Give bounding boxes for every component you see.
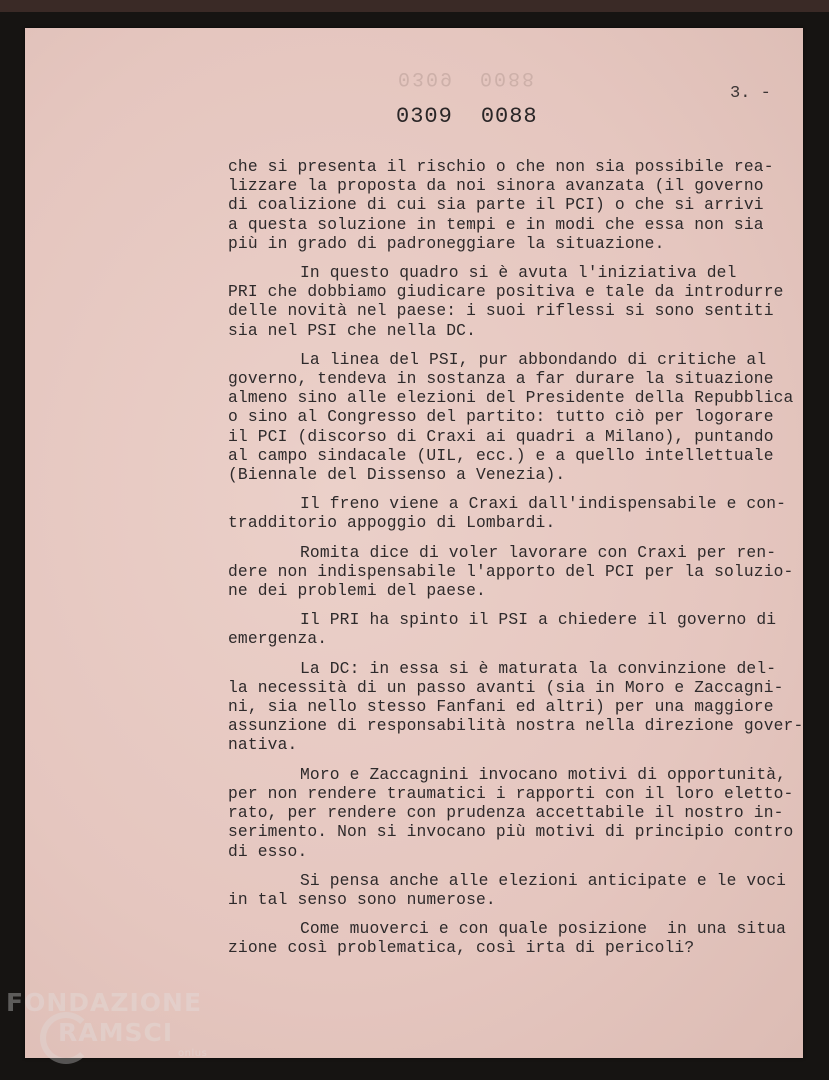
paragraph — [228, 919, 788, 957]
text-line: ne dei problemi del paese. — [228, 581, 486, 601]
archive-number-stamp — [396, 104, 538, 129]
ghost-stamp-part-2: 0088 — [480, 66, 537, 89]
text-line: Il PRI ha spinto il PSI a chiedere il governo di — [300, 610, 777, 630]
text-line: Moro e Zaccagnini invocano motivi di opportunità, — [300, 764, 787, 784]
watermark-g-logo-icon — [40, 1012, 92, 1064]
text-line: di esso. — [228, 841, 308, 861]
text-line: In questo quadro si è avuta l'iniziativa del — [300, 263, 737, 283]
paragraph — [228, 542, 794, 601]
text-line: tradditorio appoggio di Lombardi. — [228, 513, 556, 533]
text-line: Si pensa anche alle elezioni anticipate e le voci — [300, 870, 787, 890]
show-through-stamp — [398, 66, 562, 89]
text-line: serimento. Non si invocano più motivi di principio contro — [228, 822, 794, 842]
text-line: dere non indispensabile l'apporto del PCI per la soluzio- — [228, 561, 794, 581]
text-line: per non rendere traumatici i rapporti con il loro eletto- — [228, 783, 794, 803]
text-line: ni, sia nello stesso Fanfani ed altri) per una maggiore — [228, 697, 774, 717]
text-line: delle novità nel paese: i suoi riflessi si sono sentiti — [228, 301, 774, 321]
watermark-line-1: FONDAZIONE — [6, 988, 203, 1017]
text-line: La DC: in essa si è maturata la convinzione del- — [300, 658, 777, 678]
archive-number-part-2: 0088 — [480, 104, 538, 129]
text-line: a questa soluzione in tempi e in modi che essa non sia — [228, 214, 764, 234]
text-line: emergenza. — [228, 629, 328, 649]
text-line: il PCI (discorso di Craxi ai quadri a Milano), puntando — [228, 426, 774, 446]
typed-body-text — [228, 157, 804, 968]
paragraph — [228, 658, 804, 755]
paragraph — [228, 494, 788, 532]
text-line: sia nel PSI che nella DC. — [228, 320, 477, 340]
text-line: nativa. — [228, 735, 298, 755]
text-line: di coalizione di cui sia parte il PCI) o che si arrivi — [228, 195, 764, 215]
paragraph — [228, 349, 794, 485]
paragraph — [228, 157, 788, 253]
text-line: governo, tendeva in sostanza a far durare la situazione — [228, 369, 774, 389]
text-line: zione così problematica, così irta di pericoli? — [228, 938, 695, 958]
text-line: PRI che dobbiamo giudicare positiva e tale da introdurre — [228, 282, 784, 302]
ghost-stamp-part-1: 0309 — [398, 66, 455, 89]
text-line: (Biennale del Dissenso a Venezia). — [228, 465, 566, 485]
paragraph — [228, 263, 788, 340]
paragraph — [228, 610, 788, 648]
text-line: rato, per rendere con prudenza accettabile il nostro in- — [228, 803, 784, 823]
text-line: al campo sindacale (UIL, ecc.) e a quello intellettuale — [228, 445, 774, 465]
text-line: la necessità di un passo avanti (sia in Moro e Zaccagni- — [228, 677, 784, 697]
archive-number-part-1: 0309 — [396, 104, 453, 129]
text-line: almeno sino alle elezioni del Presidente della Repubblica — [228, 388, 794, 408]
text-line: lizzare la proposta da noi sinora avanzata (il governo — [228, 176, 764, 196]
text-line: Romita dice di voler lavorare con Craxi per ren- — [300, 542, 777, 562]
text-line: La linea del PSI, pur abbondando di critiche al — [300, 349, 767, 369]
paragraph — [228, 871, 788, 909]
paragraph — [228, 764, 794, 861]
text-line: in tal senso sono numerose. — [228, 889, 496, 909]
text-line: assunzione di responsabilità nostra nella direzione gover- — [228, 716, 804, 736]
text-line: che si presenta il rischio o che non sia possibile rea- — [228, 157, 774, 176]
watermark-onlus: onlus — [178, 1048, 208, 1059]
text-line: o sino al Congresso del partito: tutto ciò per logorare — [228, 407, 774, 427]
text-line: più in grado di padroneggiare la situazione. — [228, 233, 665, 253]
text-line: Come muoverci e con quale posizione in una situa — [300, 919, 787, 939]
watermark-line-2: RAMSCI — [58, 1018, 174, 1047]
fondazione-gramsci-watermark — [6, 988, 208, 1059]
page-number: 3. - — [730, 84, 771, 103]
scan-top-edge — [0, 0, 829, 12]
text-line: Il freno viene a Craxi dall'indispensabile e con- — [300, 494, 787, 514]
